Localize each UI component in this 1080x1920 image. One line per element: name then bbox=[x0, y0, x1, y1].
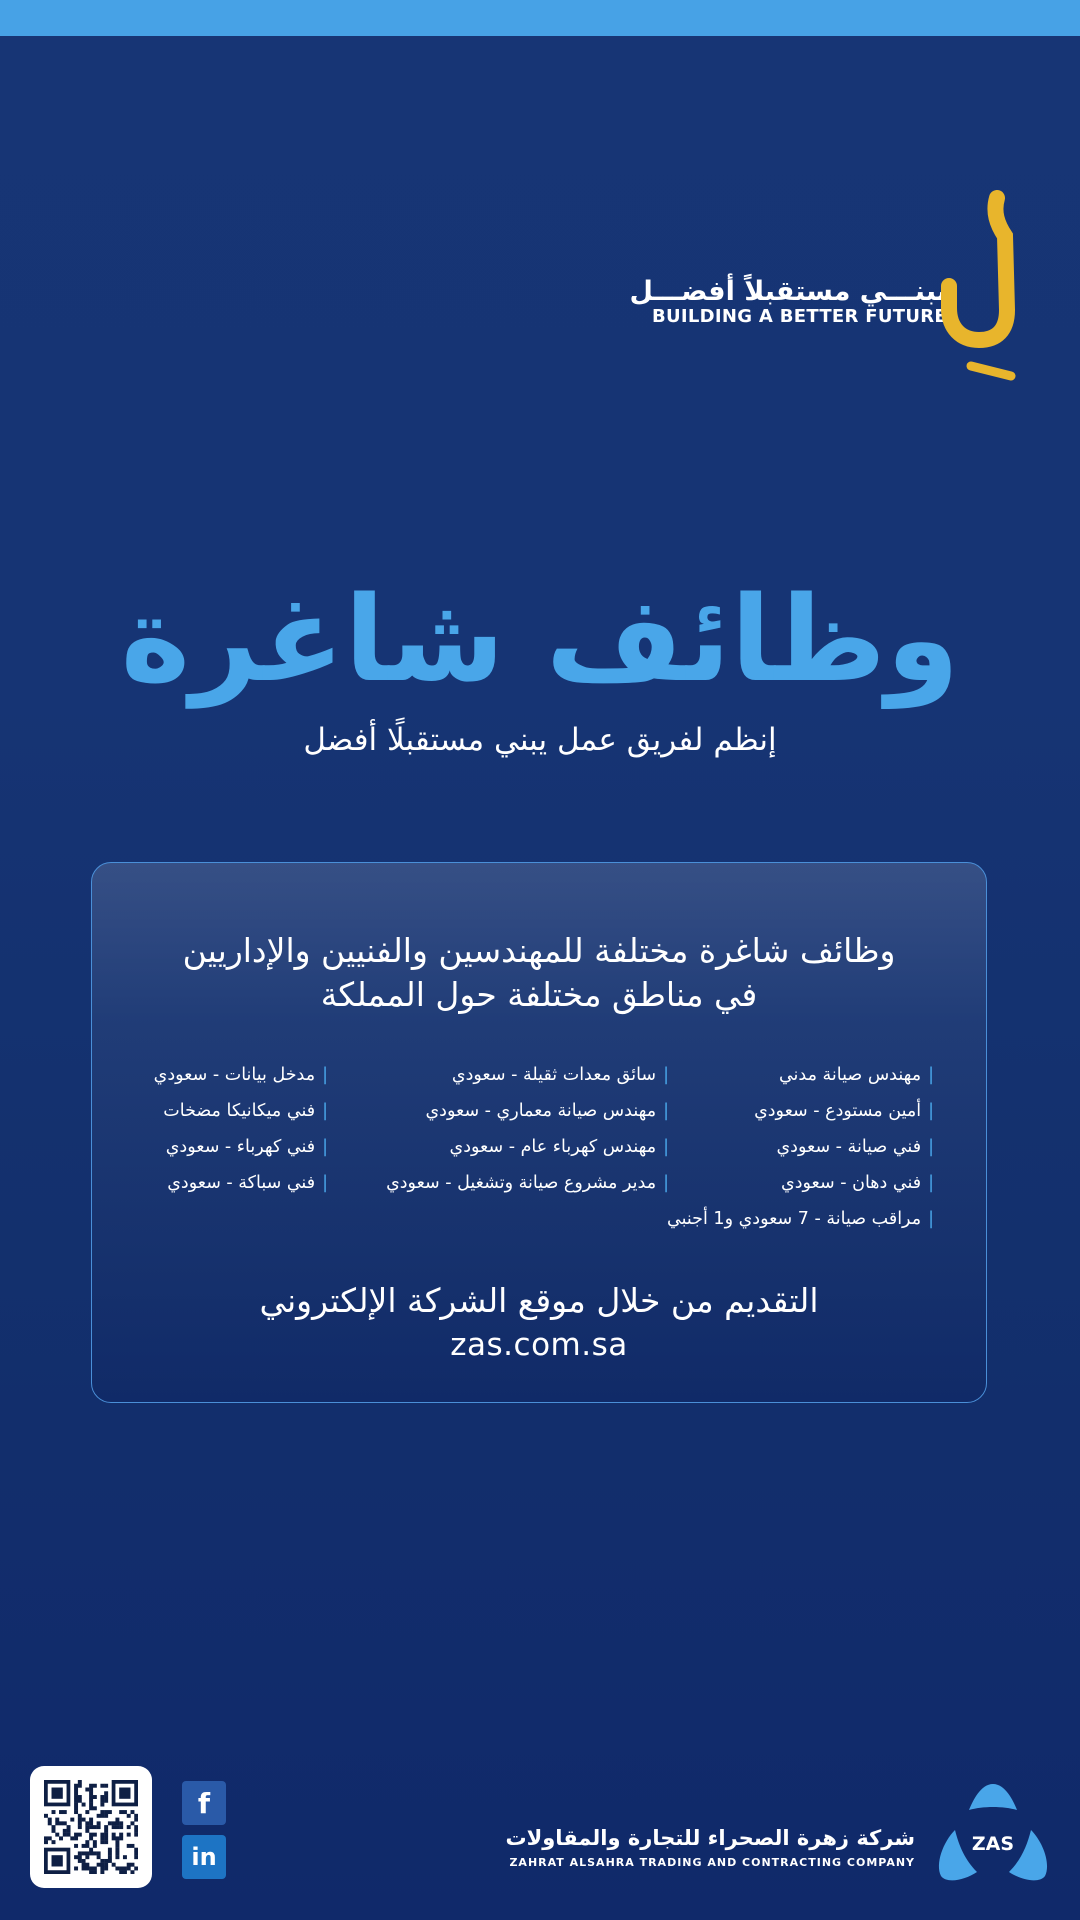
job-item: | أمين مستودع - سعودي bbox=[754, 1101, 934, 1121]
facebook-icon: f bbox=[197, 1786, 211, 1820]
qr-code[interactable] bbox=[30, 1766, 152, 1888]
job-item: | فني سباكة - سعودي bbox=[167, 1173, 328, 1193]
zas-logo-icon bbox=[933, 1780, 1053, 1890]
company-name-arabic: شركة زهرة الصحراء للتجارة والمقاولات bbox=[505, 1826, 915, 1850]
job-item: | فني ميكانيكا مضخات bbox=[163, 1101, 328, 1121]
job-item: | مهندس صيانة معماري - سعودي bbox=[425, 1101, 669, 1121]
page-title: وظائف شاغرة bbox=[120, 570, 960, 708]
job-item: | فني صيانة - سعودي bbox=[776, 1137, 934, 1157]
job-item: | فني دهان - سعودي bbox=[781, 1173, 934, 1193]
top-accent-bar bbox=[0, 0, 1080, 36]
facebook-button[interactable] bbox=[182, 1781, 226, 1825]
linkedin-icon: in bbox=[191, 1843, 217, 1871]
zas-logo-text: ZAS bbox=[971, 1833, 1015, 1855]
job-item: | مدخل بيانات - سعودي bbox=[154, 1065, 328, 1085]
company-name-english: ZAHRAT ALSAHRA TRADING AND CONTRACTING COMPANY bbox=[509, 1856, 915, 1869]
job-item: | مراقب صيانة - 7 سعودي و1 أجنبي bbox=[667, 1209, 934, 1229]
slogan-logo bbox=[629, 190, 1080, 400]
qr-code-icon bbox=[44, 1780, 138, 1874]
apply-website-link[interactable]: zas.com.sa bbox=[450, 1327, 628, 1363]
job-item: | مهندس صيانة مدني bbox=[779, 1065, 934, 1085]
job-item: | فني كهرباء - سعودي bbox=[166, 1137, 328, 1157]
vacancies-card bbox=[91, 862, 987, 1403]
calligraphy-mark-icon bbox=[935, 190, 1055, 390]
job-item: | مدير مشروع صيانة وتشغيل - سعودي bbox=[386, 1173, 669, 1193]
slogan-arabic: نبنـــي مستقبلاً أفضـــل bbox=[629, 276, 947, 307]
page-subtitle: إنظم لفريق عمل يبني مستقبلًا أفضل bbox=[303, 722, 777, 758]
job-list bbox=[92, 863, 986, 1402]
job-item: | سائق معدات ثقيلة - سعودي bbox=[452, 1065, 669, 1085]
company-name bbox=[506, 1826, 915, 1869]
apply-instructions: التقديم من خلال موقع الشركة الإلكتروني bbox=[259, 1281, 819, 1320]
job-item: | مهندس كهرباء عام - سعودي bbox=[450, 1137, 669, 1157]
card-heading-line-1: وظائف شاغرة مختلفة للمهندسين والفنيين والإداريين bbox=[182, 931, 896, 970]
slogan-english: BUILDING A BETTER FUTURE bbox=[651, 306, 947, 327]
linkedin-button[interactable] bbox=[182, 1835, 226, 1879]
card-heading-line-2: في مناطق مختلفة حول المملكة bbox=[320, 975, 758, 1014]
